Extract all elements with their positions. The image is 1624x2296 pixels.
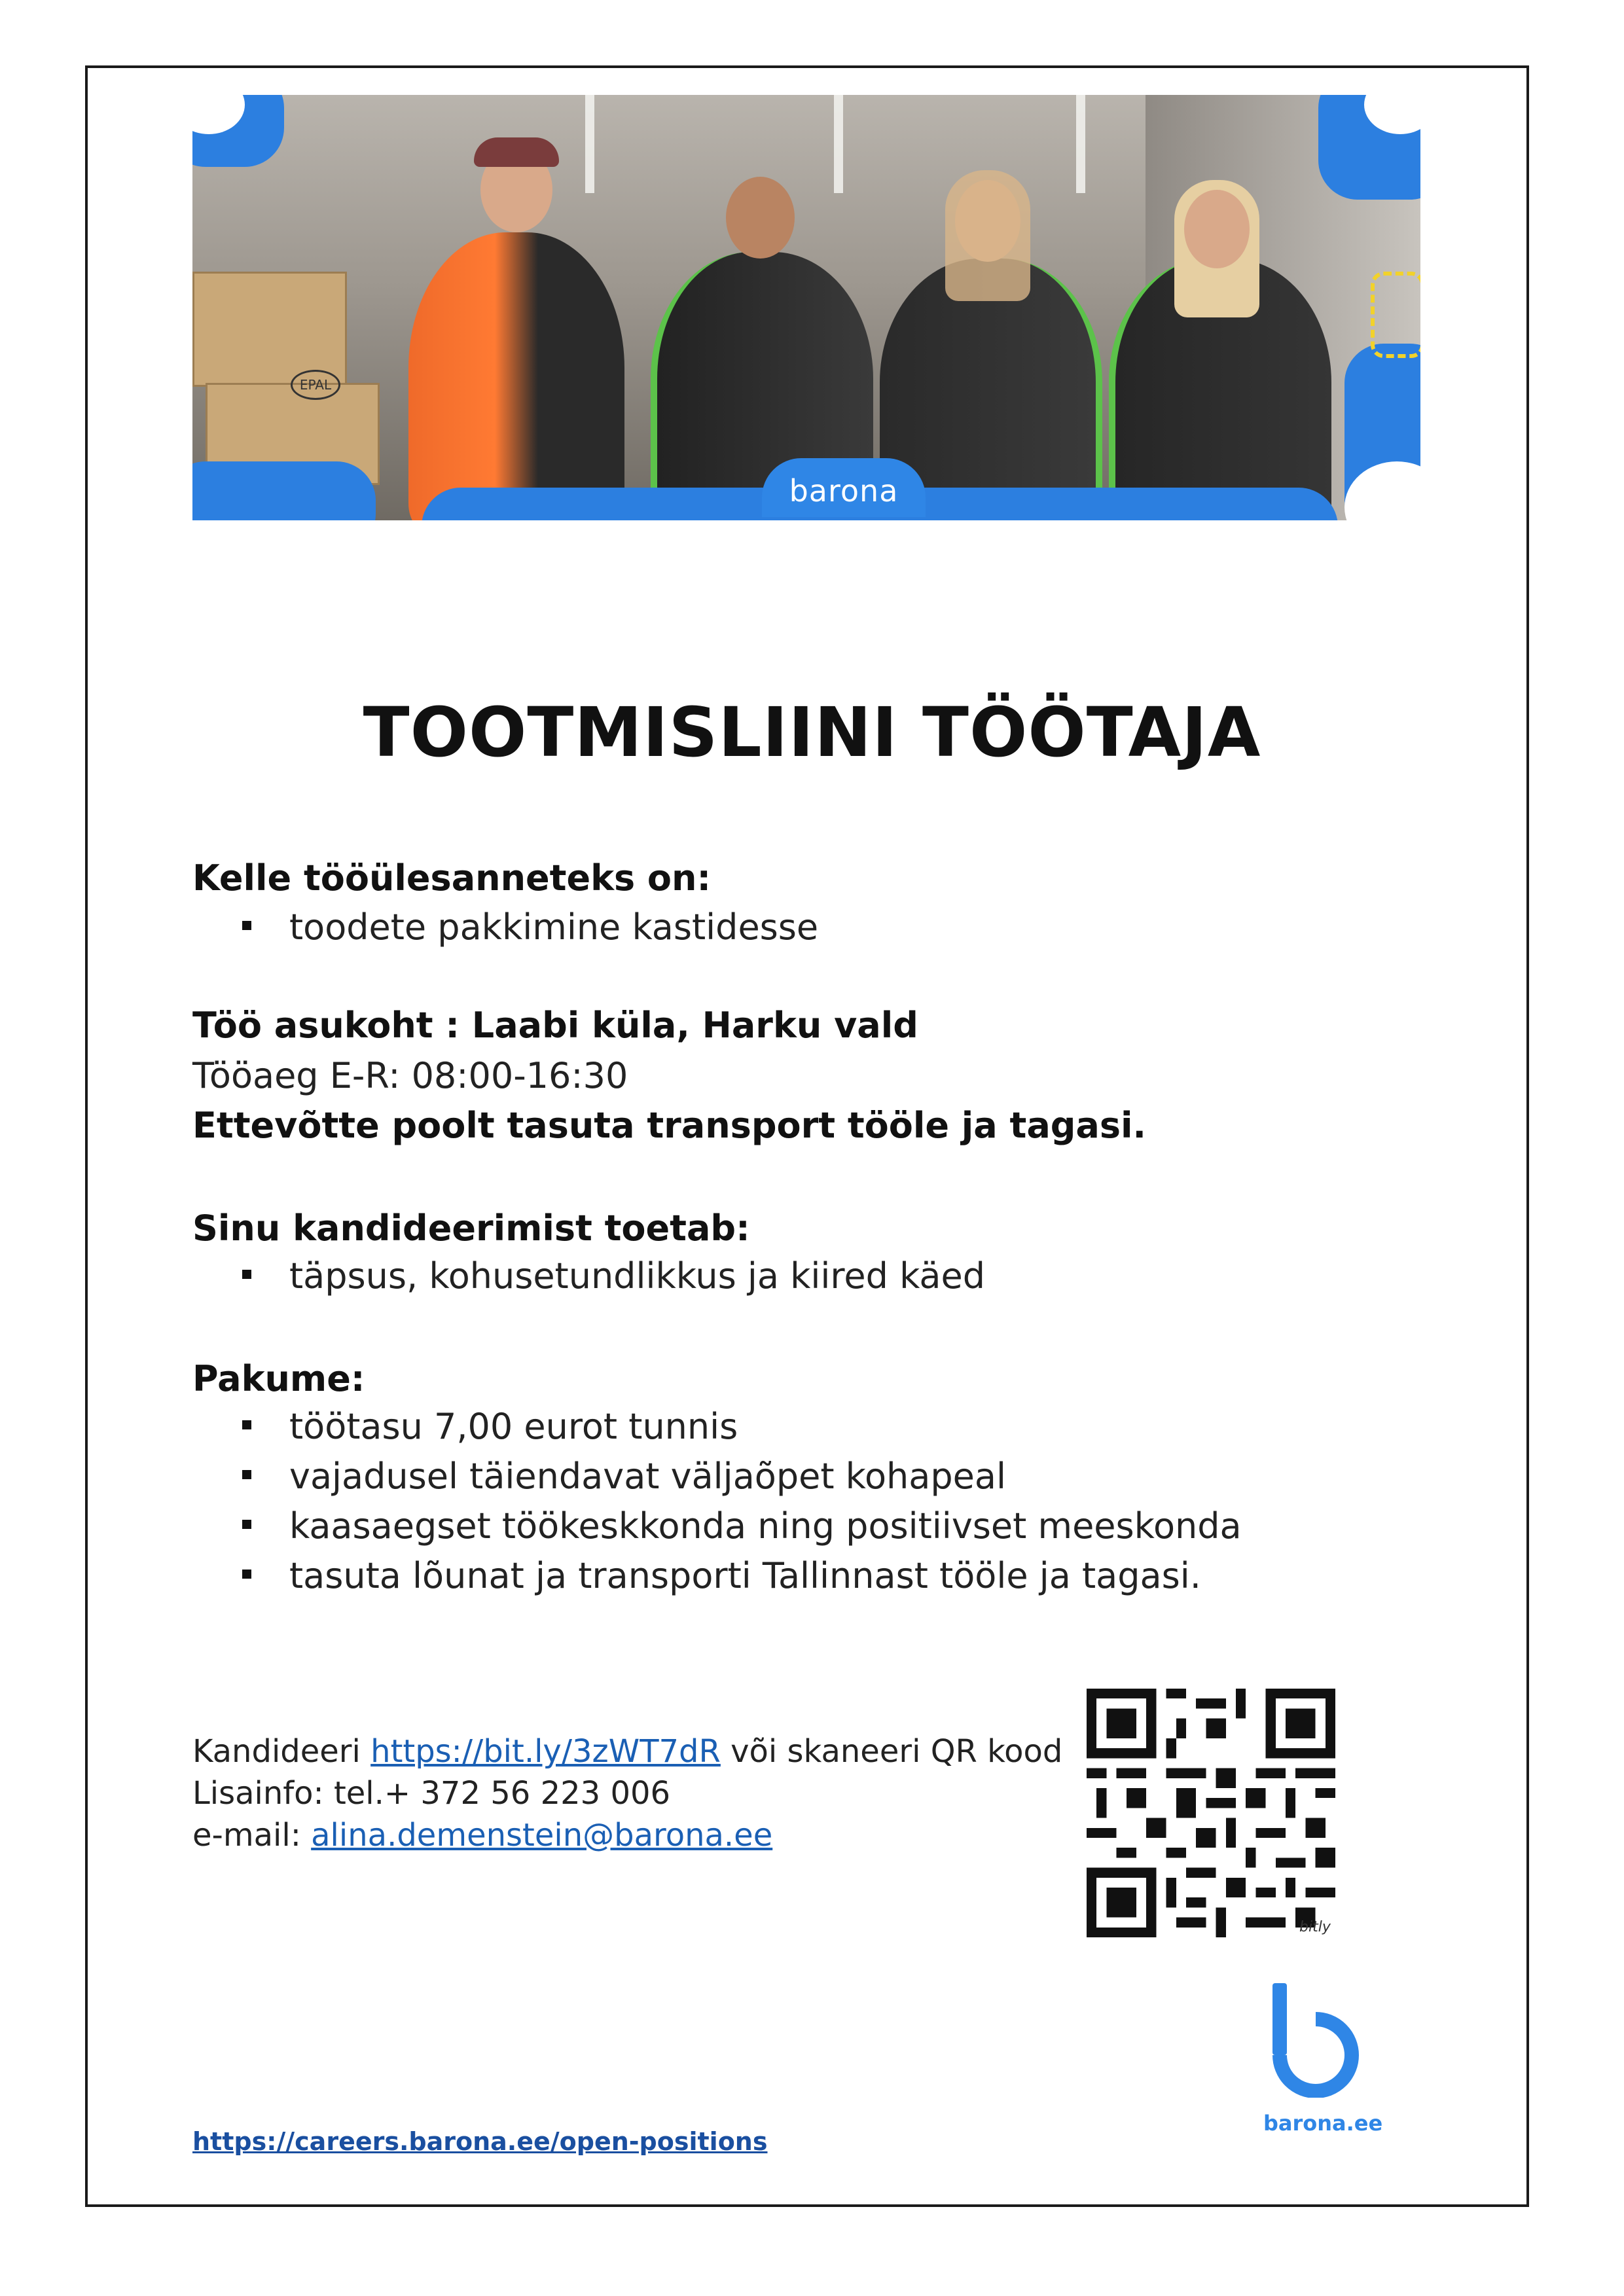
list-item: tasuta lõunat ja transporti Tallinnast tööle ja tagasi.	[242, 1555, 1201, 1596]
qr-code[interactable]	[1087, 1689, 1335, 1937]
qr-caption: bitly	[1299, 1919, 1331, 1935]
list-item: kaasaegset töökeskkonda ning positiivset meeskonda	[242, 1505, 1242, 1547]
duties-heading: Kelle tööülesanneteks on:	[192, 857, 712, 899]
brand-site: barona.ee	[1263, 2111, 1383, 2136]
bullet-icon	[242, 1470, 251, 1479]
list-item: vajadusel täiendavat väljaõpet kohapeal	[242, 1456, 1006, 1497]
bullet-icon	[242, 1570, 251, 1579]
banner-photo	[192, 95, 1420, 520]
epal-label: EPAL	[291, 370, 340, 400]
bullet-icon	[242, 1270, 251, 1279]
bullet-icon	[242, 1420, 251, 1429]
page-title: TOOTMISLIINI TÖÖTAJA	[363, 692, 1261, 772]
requirements-heading: Sinu kandideerimist toetab:	[192, 1208, 750, 1249]
list-item: täpsus, kohusetundlikkus ja kiired käed	[242, 1255, 985, 1297]
bullet-icon	[242, 921, 251, 930]
list-item: toodete pakkimine kastidesse	[242, 906, 818, 948]
apply-line: Kandideeri https://bit.ly/3zWT7dR või skaneeri QR kood	[192, 1733, 1063, 1770]
bullet-icon	[242, 1520, 251, 1529]
list-item: töötasu 7,00 eurot tunnis	[242, 1406, 738, 1447]
careers-link[interactable]: https://careers.barona.ee/open-positions	[192, 2127, 768, 2156]
email-line: e-mail: alina.demenstein@barona.ee	[192, 1817, 773, 1854]
offer-heading: Pakume:	[192, 1358, 365, 1399]
work-hours: Tööaeg E-R: 08:00-16:30	[192, 1055, 628, 1096]
apply-link[interactable]: https://bit.ly/3zWT7dR	[370, 1733, 721, 1770]
transport-note: Ettevõtte poolt tasuta transport tööle ja tagasi.	[192, 1105, 1147, 1146]
barona-logo-icon	[1270, 1983, 1362, 2098]
banner-logo: barona	[762, 458, 926, 517]
phone-line: Lisainfo: tel.+ 372 56 223 006	[192, 1775, 671, 1812]
location-heading: Töö asukoht : Laabi küla, Harku vald	[192, 1005, 918, 1046]
email-link[interactable]: alina.demenstein@barona.ee	[311, 1817, 773, 1854]
